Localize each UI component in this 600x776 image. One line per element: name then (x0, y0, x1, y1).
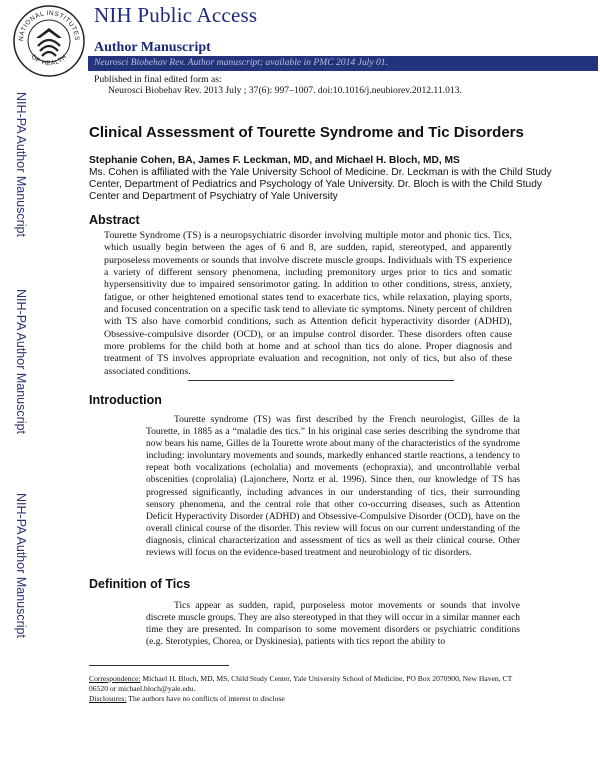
svg-text:NATIONAL INSTITUTES (18, 10, 80, 42)
article-authors: Stephanie Cohen, BA, James F. Leckman, MD, and Michael H. Bloch, MD, MS (89, 155, 460, 166)
sidebar-label-3: NIH-PA Author Manuscript (14, 493, 28, 638)
abstract-heading: Abstract (89, 213, 140, 227)
nih-seal-logo (12, 4, 86, 78)
definition-heading: Definition of Tics (89, 577, 191, 591)
publication-citation: Neurosci Biobehav Rev. 2013 July ; 37(6): 997–1007. doi:10.1016/j.neubiorev.2012.11.013. (108, 85, 462, 96)
introduction-heading: Introduction (89, 393, 162, 407)
correspondence-text: Michael H. Bloch, MD, MS, Child Study Center, Yale University School of Medicine, PO Box 2070900, New Haven, CT 06520 or michael.bloch@yale.edu. (89, 674, 513, 693)
footnote-correspondence (89, 674, 519, 693)
article-affiliation: Ms. Cohen is affiliated with the Yale University School of Medicine. Dr. Leckman is with the Child Study Center, Department of Pediatrics and Psychology of Yale University. Dr. Bloch is with the Child Study Center and Department of Psychiatry of Yale University (89, 167, 552, 202)
abstract-divider (188, 380, 454, 381)
publication-line-1: Published in final edited form as: (94, 74, 222, 85)
article-title: Clinical Assessment of Tourette Syndrome and Tic Disorders (89, 124, 524, 141)
disclosures-text: The authors have no conflicts of interest to disclose (126, 694, 285, 703)
svg-text:OF HEALTH (30, 53, 69, 67)
sidebar-label-2: NIH-PA Author Manuscript (14, 289, 28, 434)
logo-text-top: NATIONAL INSTITUTES (17, 9, 81, 42)
header-title: NIH Public Access (94, 3, 258, 27)
header-band-note: Neurosci Biobehav Rev. Author manuscript; available in PMC 2014 July 01. (94, 57, 388, 68)
footnote-divider (89, 665, 229, 666)
logo-text-bottom: OF HEALTH (29, 53, 69, 68)
footnote-disclosures (89, 694, 519, 704)
header-subtitle: Author Manuscript (94, 40, 211, 55)
introduction-text: Tourette syndrome (TS) was first described by the French neurologist, Gilles de la Tourette, in 1885 as a “maladie des tics.” In his original case series describing the syndrome that now bears his name, Gilles de la Tourette wrote about many of the characteristics of the syndrome including: involuntary movements and sounds, markedly enhanced startle reactions, a tendency to repeat both vocalizations (echolalia) and movements (echopraxia), and uncontrollable verbal obscenities (coprolalia) (Lajonchere, Nortz et al. 1996). Since then, our knowledge of TS has progressed significantly, including advances in our understanding of tics, their surrounding sensory phenomena, and the central role that other co-occurring diseases, such as Attention Deficit Hyperactivity Disorder (ADHD) and Obsessive-Compulsive Disorder (OCD), have on the overall clinical course of the disorder. This review will focus on our current understanding of the diagnosis, clinical characterization and assessment of tics as well as their clinical course. Other reviews will focus on the evidence-based treatment and neurobiology of tic disorders. (146, 415, 520, 559)
sidebar-label-1: NIH-PA Author Manuscript (14, 92, 28, 237)
correspondence-label: Correspondence: (89, 674, 141, 683)
definition-text: Tics appear as sudden, rapid, purposeless motor movements or sounds that involve discrete muscle groups. They are also stereotyped in that they will occur in a similar manner each time they are presented. In comparison to some movement disorders or psychiatric conditions (e.g. Sterotypies, Chorea, or Dyskinesia), patients with tics report the ability to (146, 601, 520, 648)
publication-line-2 (108, 85, 462, 96)
abstract-text: Tourette Syndrome (TS) is a neuropsychiatric disorder involving multiple motor and phonic tics. Tics, which usually begin between the ages of 6 and 8, are sudden, rapid, stereotyped, and apparently purposeless movements or sounds that involve discrete muscle groups. Individuals with TS experience a variety of different sensory phenomena, including premonitory urges prior to tics and somatic hypersensitivity due to impaired sensorimotor gating. In addition to other conditions, stress, anxiety, fatigue, or other heightened emotional states tend to exacerbate tics, while relaxation, playing sports, and focused concentration on a specific task tend to alleviate tic symptoms. Ninety percent of children with TS also have comorbid conditions, such as Attention deficit hyperactivity disorder (ADHD), Obsessive-compulsive disorder (OCD), or an impulse control disorder. These disorders often cause more problems for the child both at home and at school than tics do alone. Proper diagnosis and treatment of TS involves appropriate evaluation and recognition, not only of tics, but also of these associated conditions. (104, 230, 512, 377)
disclosures-label: Disclosures: (89, 694, 127, 703)
